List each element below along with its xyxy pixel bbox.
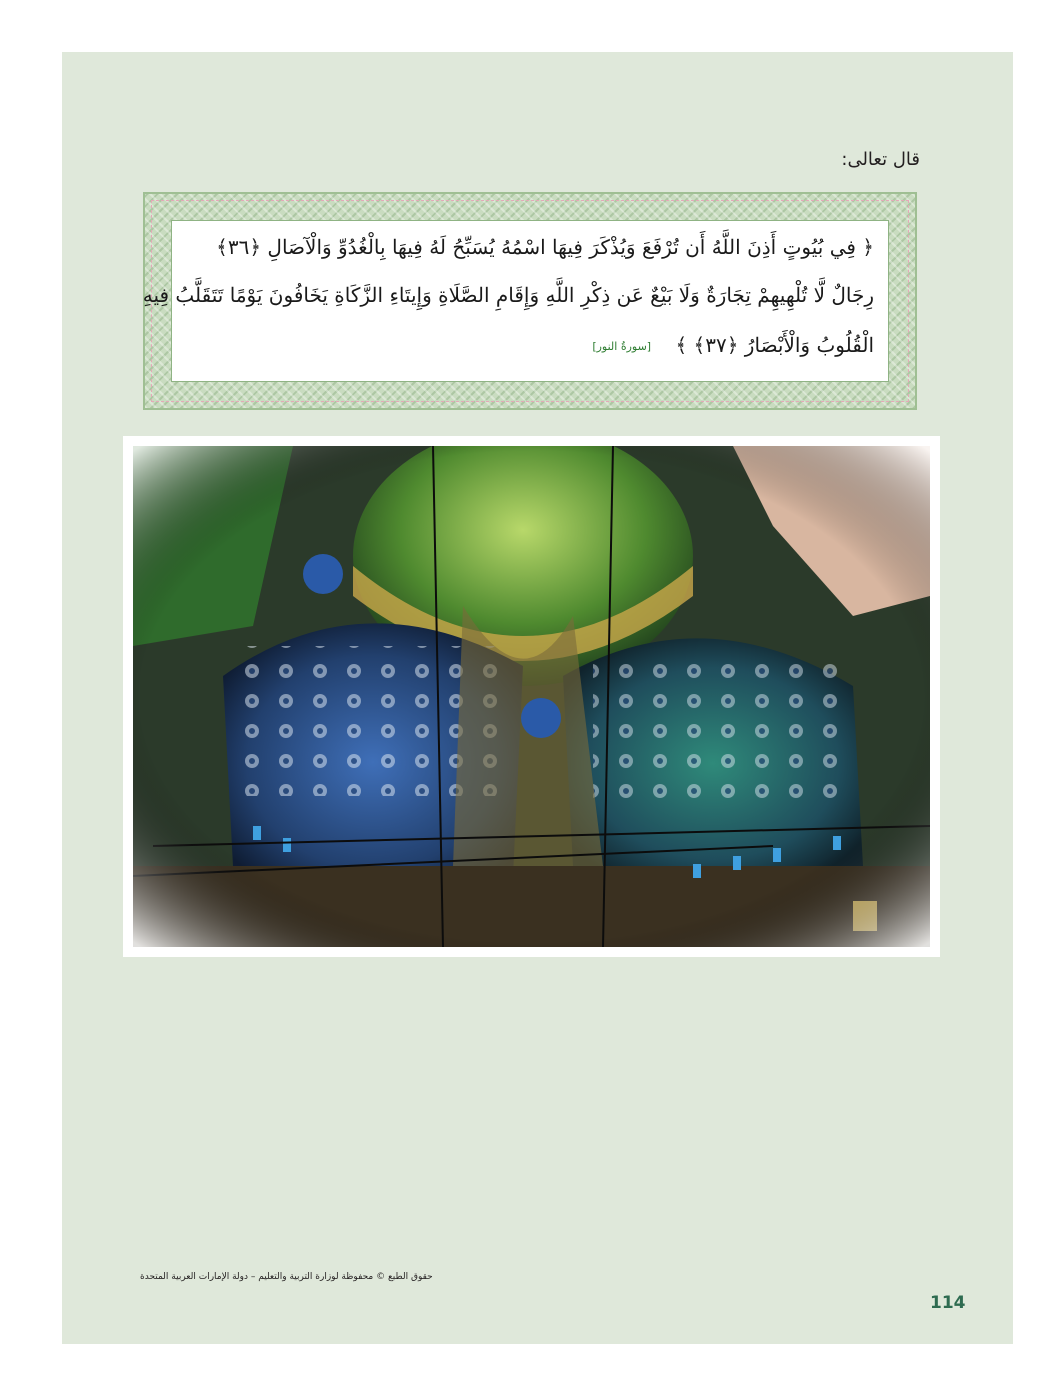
verse-line-3-text: الْقُلُوبُ وَالْأَبْصَارُ ﴿٣٧﴾ ﴾ <box>675 333 874 357</box>
mosque-photo-frame <box>123 436 940 957</box>
mosque-dome-photo <box>133 446 930 947</box>
verse-line-2: رِجَالٌ لَّا تُلْهِيهِمْ تِجَارَةٌ وَلَا بَيْعٌ عَن ذِكْرِ اللَّهِ وَإِقَامِ الصَّلَاةِ وَإِيتَاءِ الزَّكَاةِ يَخَافُونَ يَوْمًا تَتَقَلَّبُ فِيهِ <box>142 283 874 307</box>
verse-frame <box>143 192 917 410</box>
intro-text: قال تعالى: <box>841 149 920 170</box>
page-number: 114 <box>930 1293 966 1313</box>
verse-box <box>142 220 889 382</box>
copyright-footer: حقوق الطبع © محفوظة لوزارة التربية والتعليم – دولة الإمارات العربية المتحدة <box>140 1272 433 1282</box>
verse-line-3 <box>186 333 874 357</box>
surah-reference: [سورةُ النور] <box>592 340 652 353</box>
verse-line-1: ﴿ فِي بُيُوتٍ أَذِنَ اللَّهُ أَن تُرْفَعَ وَيُذْكَرَ فِيهَا اسْمُهُ يُسَبِّحُ لَهُ فِيهَا بِالْغُدُوِّ وَالْآصَالِ ﴿٣٦﴾ <box>216 235 874 259</box>
